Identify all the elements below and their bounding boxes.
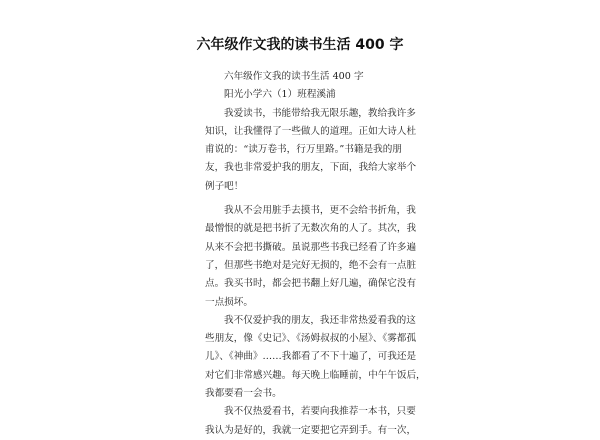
paragraph-line: 友，我也非常爱护我的朋友，下面，我给大家举个 (205, 162, 417, 174)
paragraph-line: 一点损坏。 (205, 296, 253, 308)
paragraph-line: 儿》、《神曲》……我都看了不下十遍了，可我还是 (205, 351, 417, 363)
document-subtitle: 六年级作文我的读书生活 400 字 (224, 71, 364, 82)
document-title: 六年级作文我的读书生活 400 字 (196, 37, 404, 53)
paragraph-line: 我从不会用脏手去摸书，更不会给书折角，我 (224, 205, 416, 217)
paragraph-line: 我都要看一会书。 (205, 388, 282, 400)
paragraph-line: 例子吧！ (205, 180, 244, 192)
paragraph-1 (205, 105, 417, 196)
paragraph-line: 点。我买书时，都会把书翻上好几遍，确保它没有 (205, 278, 417, 290)
paragraph-line: 我认为是好的，我就一定要把它弄到手。有一次， (205, 424, 417, 436)
paragraph-line: 从来不会把书撕破。虽说那些书我已经看了许多遍 (205, 241, 417, 253)
paragraph-3 (205, 312, 426, 403)
paragraph-line: 我不仅爱护我的朋友，我还非常热爱看我的这 (224, 314, 416, 326)
paragraph-4 (205, 403, 417, 440)
paragraph-line: 对它们非常感兴趣。每天晚上临睡前，中午午饭后， (205, 369, 426, 381)
paragraph-line: 甫说的：“读万卷书，行万里路。”书籍是我的朋 (205, 144, 402, 156)
paragraph-line: 最憎恨的就是把书折了无数次角的人了。其次，我 (205, 223, 417, 235)
document-body (205, 68, 426, 440)
paragraph-line: 了，但那些书绝对是完好无损的，绝不会有一点脏 (205, 259, 417, 271)
document-author: 阳光小学六（1）班程溪浦 (224, 89, 336, 101)
paragraph-line: 我爱读书，书能带给我无限乐趣，教给我许多 (224, 107, 416, 119)
paragraph-line: 些朋友，像《史记》、《汤姆叔叔的小屋》、《雾都孤 (205, 333, 417, 345)
paragraph-line: 知识，让我懂得了一些做人的道理。正如大诗人杜 (205, 125, 417, 137)
paragraph-2 (205, 202, 417, 312)
paragraph-line: 我不仅热爱看书，若要向我推荐一本书，只要 (224, 406, 416, 418)
